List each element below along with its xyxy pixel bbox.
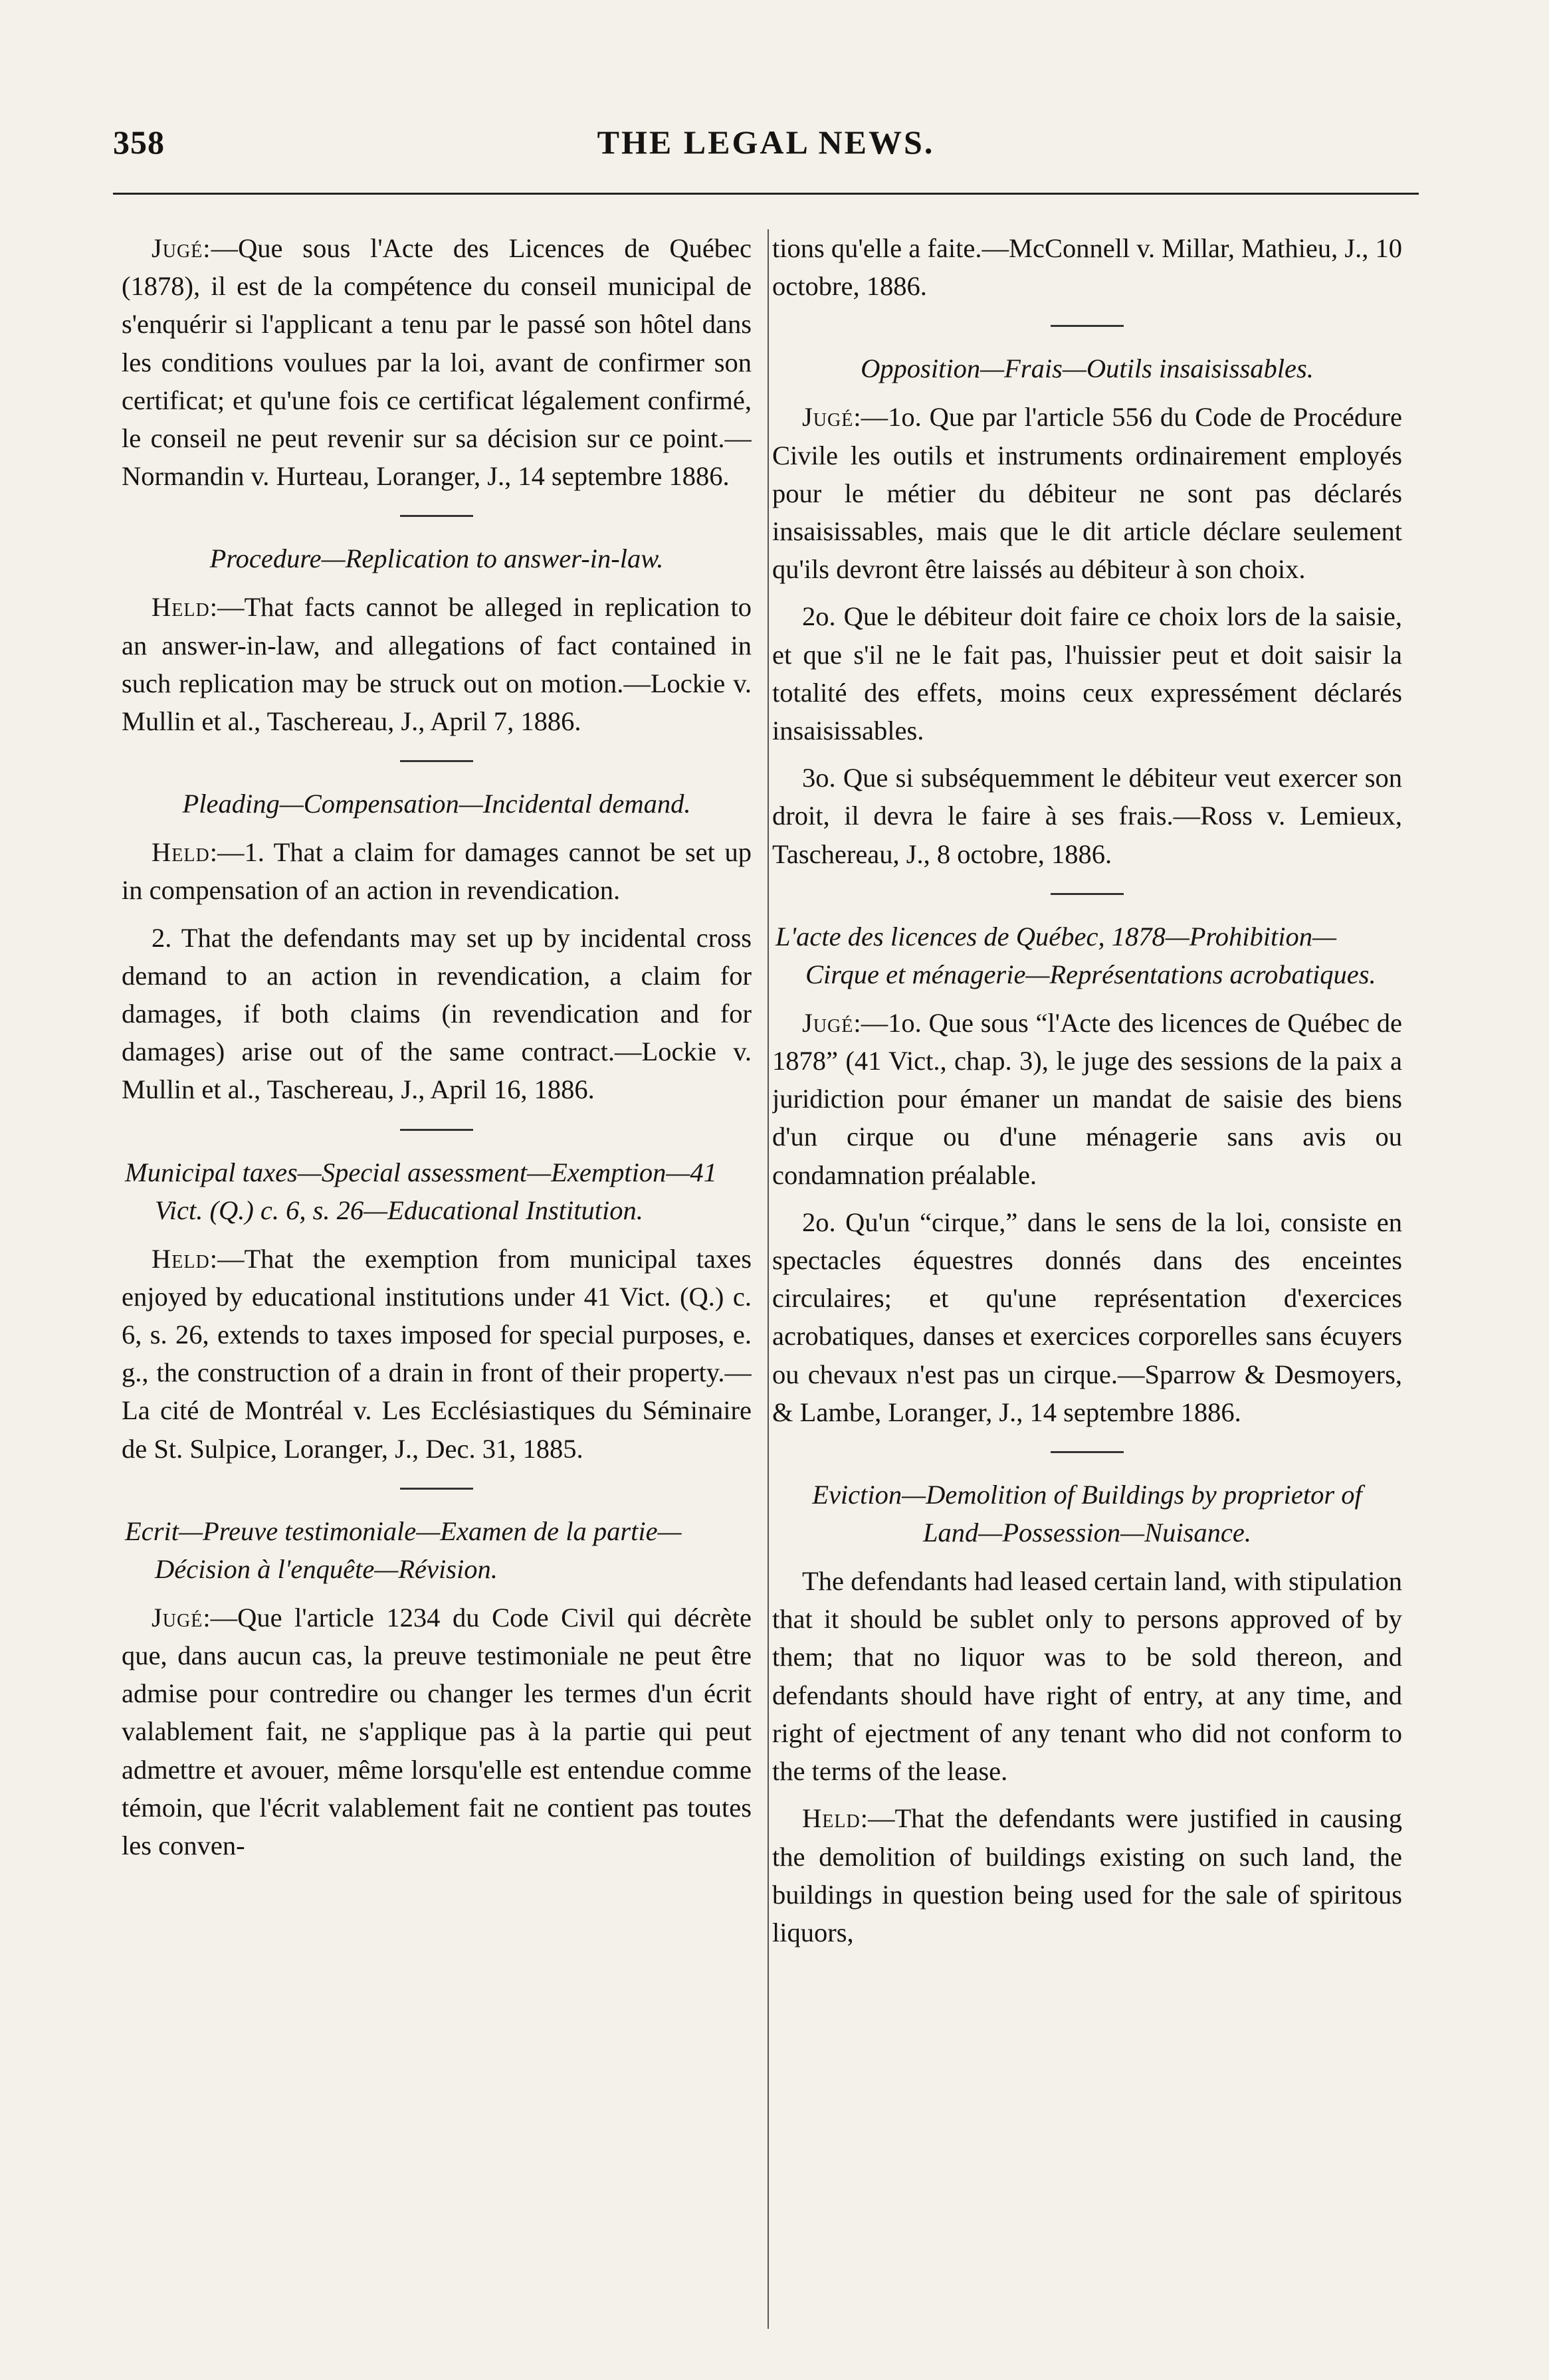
case-heading: Municipal taxes—Special assessment—Exemption—41 Vict. (Q.) c. 6, s. 26—Educational Institution. <box>125 1157 717 1225</box>
case-paragraph <box>772 759 1402 873</box>
holding-lead: Jugé <box>802 402 854 433</box>
case-paragraph <box>122 1599 752 1864</box>
left-column <box>122 229 752 2342</box>
page-number: 358 <box>113 124 165 161</box>
case-heading: Ecrit—Preuve testimoniale—Examen de la partie—Décision à l'enquête—Révision. <box>125 1516 682 1584</box>
section-rule <box>400 1488 473 1490</box>
case-paragraph <box>772 597 1402 749</box>
section-rule <box>1051 893 1124 895</box>
section-rule <box>1051 325 1124 327</box>
holding-lead: Held <box>802 1803 861 1834</box>
holding-lead: Held <box>152 1243 210 1274</box>
header-rule <box>113 193 1419 195</box>
case-paragraph <box>122 588 752 740</box>
holding-lead: Jugé <box>802 1007 854 1038</box>
paragraph-text: The defendants had leased certain land, with stipulation that it should be sublet only to persons approved of by them; that no liquor was to be sold thereon, and defendants should have right of entry, at any time, and right of ejectment of any tenant who did not conform to the terms of the lease. <box>772 1566 1402 1787</box>
case-paragraph <box>772 1004 1402 1194</box>
case-heading: Pleading—Compensation—Incidental demand. <box>182 789 691 819</box>
paragraph-text: :—That the defendants were justified in causing the demolition of buildings existing on such land, the buildings in question being used for the sale of spiritous liquors, <box>772 1803 1402 1947</box>
paragraph-text: :—That facts cannot be alleged in replication to an answer-in-law, and allegations of fact contained in such replication may be struck out on motion.—Lockie v. Mullin et al., Taschereau, J., April 7, 1886. <box>122 592 752 737</box>
holding-lead: Jugé: <box>152 233 211 263</box>
section-rule <box>400 515 473 517</box>
paragraph-text: 2o. Qu'un “cirque,” dans le sens de la loi, consiste en spectacles équestres donnés dans des enceintes circulaires; et qu'une représentation d'exercices acrobatiques, danses et exercices corporelles sans écuyers ou chevaux n'est pas un cirque.—Sparrow & Desmoyers, & Lambe, Loranger, J., 14 septembre 1886. <box>772 1207 1402 1427</box>
paragraph-text: 2o. Que le débiteur doit faire ce choix lors de la saisie, et que s'il ne le fait pas, l'huissier peut et doit saisir la totalité des effets, moins ceux expressément déclarés insaisissables. <box>772 601 1402 746</box>
section-rule <box>1051 1451 1124 1453</box>
case-paragraph <box>772 1562 1402 1790</box>
holding-lead: Jugé <box>152 1602 203 1633</box>
case-paragraph <box>772 1203 1402 1431</box>
paragraph-text: —Que sous l'Acte des Licences de Québec (1878), il est de la compétence du conseil municipal de s'enquérir si l'applicant a tenu par le passé son hôtel dans les conditions voulues par la loi, avant de confirmer son certificat; et qu'une fois ce certificat légalement confirmé, le conseil ne peut revenir sur sa décision sur ce point.—Normandin v. Hurteau, Loranger, J., 14 septembre 1886. <box>122 233 752 492</box>
case-heading: Eviction—Demolition of Buildings by proprietor of Land—Possession—Nuisance. <box>812 1480 1362 1548</box>
paragraph-text: :—1o. Que par l'article 556 du Code de Procédure Civile les outils et instruments ordinairement employés pour le métier du débiteur ne sont pas déclarés insaisissables, mais que le dit article déclare seulement qu'ils devront être laissés au débiteur à son choix. <box>772 402 1402 585</box>
paragraph-text: :—1. That a claim for damages cannot be set up in compensation of an action in revendication. <box>122 837 752 906</box>
column-divider <box>768 229 769 2329</box>
case-paragraph <box>772 398 1402 588</box>
paragraph-text: :—Que l'article 1234 du Code Civil qui décrète que, dans aucun cas, la preuve testimoniale ne peut être admise pour contredire ou changer les termes d'un écrit valablement fait, ne s'applique pas à la partie qui peut admettre et avouer, même lorsqu'elle est entendue comme témoin, que l'écrit valablement fait ne contient pas toutes les conven- <box>122 1602 752 1861</box>
case-heading: Procedure—Replication to answer-in-law. <box>209 544 664 574</box>
case-heading: L'acte des licences de Québec, 1878—Prohibition—Cirque et ménagerie—Représentations acrobatiques. <box>775 921 1376 989</box>
section-rule <box>400 1129 473 1131</box>
holding-lead: Held <box>152 837 210 868</box>
case-paragraph <box>122 1240 752 1468</box>
case-paragraph <box>772 229 1402 305</box>
paragraph-text: 3o. Que si subséquemment le débiteur veut exercer son droit, il devra le faire à ses frais.—Ross v. Lemieux, Taschereau, J., 8 octobre, 1886. <box>772 763 1402 869</box>
case-paragraph <box>122 919 752 1109</box>
case-paragraph <box>122 229 752 495</box>
section-rule <box>400 760 473 762</box>
running-title: THE LEGAL NEWS. <box>597 124 935 161</box>
paragraph-text: :—That the exemption from municipal taxes enjoyed by educational institutions under 41 Vict. (Q.) c. 6, s. 26, extends to taxes imposed for special purposes, e. g., the construction of a drain in front of their property.—La cité de Montréal v. Les Ecclésiastiques du Séminaire de St. Sulpice, Loranger, J., Dec. 31, 1885. <box>122 1243 752 1464</box>
holding-lead: Held <box>152 592 210 623</box>
page-header <box>113 123 1419 176</box>
paragraph-text: tions qu'elle a faite.—McConnell v. Millar, Mathieu, J., 10 octobre, 1886. <box>772 233 1402 302</box>
case-paragraph <box>772 1799 1402 1951</box>
right-column <box>772 229 1402 2342</box>
case-paragraph <box>122 833 752 909</box>
case-heading: Opposition—Frais—Outils insaisissables. <box>861 353 1314 384</box>
paragraph-text: :—1o. Que sous “l'Acte des licences de Québec de 1878” (41 Vict., chap. 3), le juge des sessions de la paix a juridiction pour émaner un mandat de saisie des biens d'un cirque ou d'une ménagerie sans avis ou condamnation préalable. <box>772 1007 1402 1190</box>
paragraph-text: 2. That the defendants may set up by incidental cross demand to an action in revendication, a claim for damages, if both claims (in revendication and for damages) arise out of the same contract.—Lockie v. Mullin et al., Taschereau, J., April 16, 1886. <box>122 922 752 1105</box>
